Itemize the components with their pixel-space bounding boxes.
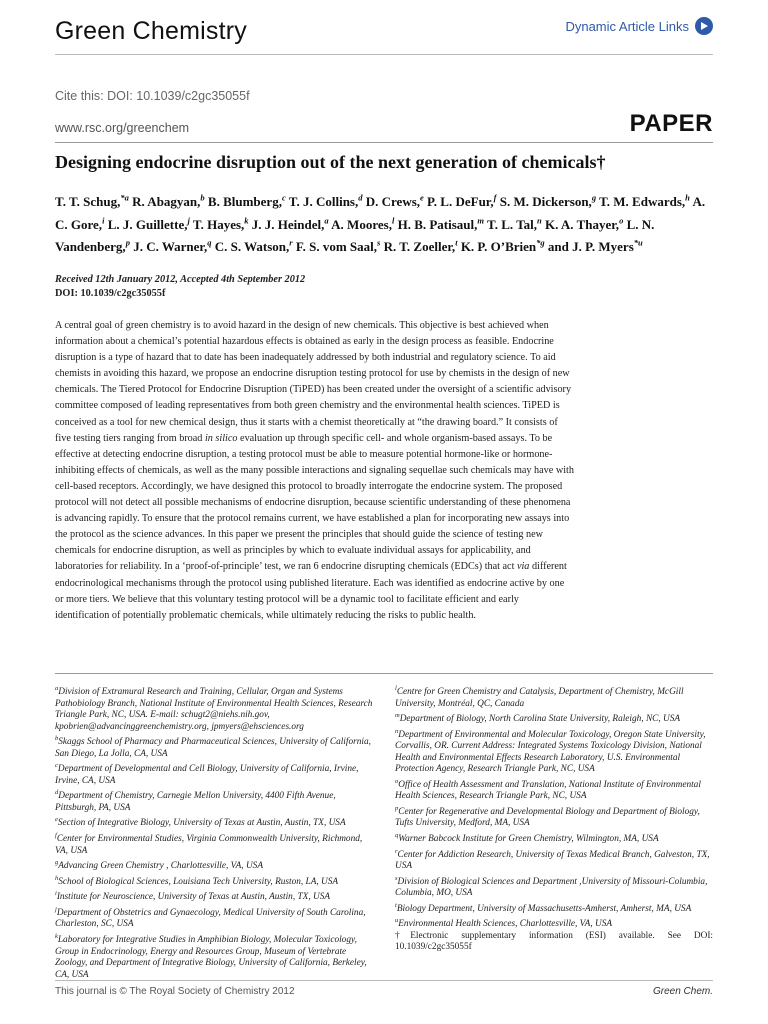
author-name: R. T. Zoeller,$^t$ [383, 237, 458, 254]
abstract [55, 318, 575, 624]
author-name: H. B. Patisaul,$^m$ [397, 215, 485, 232]
affiliation-item: $^t$Biology Department, University of Massachusetts-Amherst, Amherst, MA, USA [395, 901, 692, 914]
esi-note: †Electronic supplementary information (ESI) available. See DOI: 10.1039/c2gc35055f [395, 930, 713, 953]
author-affiliation-mark: m [477, 215, 485, 226]
affiliations-left [55, 683, 373, 981]
abstract-text: A central goal of green chemistry is to avoid hazard in the design of new chemicals. This objective is best achieved when information about a chemical’s potential hazardous effects is obtained as early in the design process as feasible. Endocrine disruption is a type of hazard that to date has been inadequately addressed by both industrial and regulatory science. To aid chemists in avoiding this hazard, we propose an endocrine disruption testing protocol for use by chemists in the design of new chemicals. The Tiered Protocol for Endocrine Disruption (TiPED) has been created under the oversight of a scientific advisory committee composed of leading representatives from both green chemistry and the environmental health sciences. TiPED is conceived as a tool for new chemical design, thus it starts with a chemist theoretically at “the drawing board.” It consists of five testing tiers ranging from broad in silico evaluation up through specific cell- and whole organism-based assays. To be effective at detecting endocrine disruption, a testing protocol must be able to measure potential hormone-like or hormone-inhibiting effects of chemicals, as well as the many possible interactions and signaling sequellae such chemicals may have with cell-based receptors. Accordingly, we have designed this protocol to broadly interrogate the endocrine system. The proposed protocol will not detect all possible mechanisms of endocrine disruption, because scientific understanding of these phenomena is advancing rapidly. To ensure that the protocol remains current, we have established a plan for incorporating new assays into the protocol as the science advances. In this paper we present the principles that should guide the science of testing new chemicals for endocrine disruption, as well as principles by which to evaluate individual assays for applicability, and laboratories for reliability. In a ‘proof-of-principle’ test, we ran 6 endocrine disrupting chemicals (EDCs) that act via different endocrinological mechanisms through the protocol using published literature. Each was identified as endocrine active by one or more tiers. We believe that this voluntary testing protocol will be a dynamic tool to facilitate efficient and early identification of potentially problematic chemicals, while ultimately reducing the risks to public health. [55, 320, 574, 621]
affiliation-item: $^i$Institute for Neuroscience, University of Texas at Austin, Austin, TX, USA [55, 890, 331, 903]
author-name: A. C. Gore,$^i$ [55, 194, 706, 232]
author-list [55, 189, 715, 256]
author-affiliation-mark: r [289, 237, 293, 248]
affiliation-item: $^d$Department of Chemistry, Carnegie Mellon University, 4400 Fifth Avenue, Pittsburgh, PA, USA [55, 789, 336, 813]
author-affiliation-mark: *u [633, 237, 643, 248]
author-affiliation-mark: s [377, 237, 381, 248]
author-affiliation-mark: c [281, 193, 286, 203]
affiliation-item: $^a$Division of Extramural Research and Training, Cellular, Organ and Systems Pathobiology Branch, National Institute of Environmental Health Sciences, Research Triangle Park, NC, USA. E-mail: schugt2@niehs.nih.gov, kpobrien@advancinggreenchemistry.org, jpmyers@ehsciences.org [55, 685, 373, 732]
author-name: and J. P. Myers$^{*u}$ [547, 237, 643, 254]
play-arrow-icon[interactable] [695, 17, 713, 35]
author-name: J. C. Warner,$^q$ [133, 237, 212, 254]
dynamic-article-links[interactable] [565, 17, 713, 35]
affiliation-item: $^l$Centre for Green Chemistry and Catalysis, Department of Chemistry, McGill University, Montréal, QC, Canada [395, 685, 684, 709]
affiliation-item: $^f$Center for Environmental Studies, Virginia Commonwealth University, Richmond, VA, USA [55, 831, 363, 856]
affiliation-item: $^u$Environmental Health Sciences, Charlottesville, VA, USA [395, 917, 613, 930]
affiliation-item: $^k$Laboratory for Integrative Studies in Amphibian Biology, Molecular Toxicology, Group in Endocrinology, Energy and Resources Group, Museum of Vertebrate Zoology, and Department of Integrative Biology, University of California, Berkeley, CA, USA [55, 932, 367, 980]
author-name: K. P. O’Brien$^{*g}$ [460, 237, 545, 254]
author-name: L. N. Vandenberg,$^p$ [55, 216, 655, 254]
author-name: D. Crews,$^e$ [365, 193, 424, 210]
author-affiliation-mark: e [420, 193, 424, 203]
journal-title: Green Chemistry [55, 17, 247, 45]
author-affiliation-mark: a [324, 215, 329, 226]
footer-journal: Green Chem. [652, 986, 713, 997]
author-affiliation-mark: q [207, 237, 212, 248]
dynamic-article-links-label[interactable]: Dynamic Article Links [565, 18, 689, 34]
author-affiliation-mark: d [358, 193, 363, 203]
author-affiliation-mark: p [125, 237, 130, 248]
author-name: S. M. Dickerson,$^g$ [499, 193, 597, 210]
affiliation-item: $^m$Department of Biology, North Carolina State University, Raleigh, NC, USA [395, 712, 681, 725]
affiliation-item: $^p$Center for Regenerative and Developmental Biology and Department of Biology, Tufts University, Medford, MA, USA [395, 804, 700, 829]
header-divider [55, 54, 713, 55]
affiliation-item: $^j$Department of Obstetrics and Gynaecology, Medical University of South Carolina, Charleston, SC, USA [55, 905, 366, 930]
journal-url[interactable]: www.rsc.org/greenchem [55, 121, 190, 135]
author-affiliation-mark: t [455, 237, 458, 248]
paper-label: PAPER [629, 110, 713, 137]
affiliation-item: $^e$Section of Integrative Biology, University of Texas at Austin, Austin, TX, USA [55, 816, 346, 829]
author-name: J. J. Heindel,$^a$ [251, 215, 329, 232]
affiliation-item: $^r$Center for Addiction Research, University of Texas Medical Branch, Galveston, TX, USA [395, 847, 710, 872]
footer-divider [55, 980, 713, 981]
author-affiliation-mark: k [244, 215, 249, 226]
author-affiliation-mark: g [591, 193, 597, 203]
author-affiliation-mark: *a [120, 193, 129, 203]
affiliations-divider [55, 673, 713, 674]
author-affiliation-mark: i [102, 215, 105, 226]
received-dates: Received 12th January 2012, Accepted 4th September 2012 [55, 274, 306, 285]
affiliation-item: $^g$Advancing Green Chemistry , Charlottesville, VA, USA [55, 859, 263, 872]
author-name: T. T. Schug,$^{*a}$ [55, 193, 129, 210]
cite-line: Cite this: DOI: 10.1039/c2gc35055f [55, 89, 250, 103]
author-affiliation-mark: h [685, 193, 690, 203]
author-name: T. L. Tal,$^n$ [487, 215, 542, 232]
author-name: K. A. Thayer,$^o$ [545, 215, 624, 232]
author-affiliation-mark: f [493, 193, 497, 203]
author-affiliation-mark: o [619, 215, 624, 226]
author-name: F. S. vom Saal,$^s$ [295, 237, 381, 254]
author-name: B. Blumberg,$^c$ [207, 193, 286, 210]
author-name: T. J. Collins,$^d$ [288, 193, 363, 210]
affiliation-item: $^h$School of Biological Sciences, Louisiana Tech University, Ruston, LA, USA [55, 874, 339, 887]
author-affiliation-mark: n [537, 215, 542, 226]
author-affiliation-mark: b [200, 193, 205, 203]
affiliation-item: $^c$Department of Developmental and Cell Biology, University of California, Irvine, Irvine, CA, USA [55, 762, 359, 786]
author-name: T. M. Edwards,$^h$ [599, 193, 690, 210]
affiliation-item: $^o$Office of Health Assessment and Translation, National Institute of Environmental Health Sciences, Research Triangle Park, NC, USA [395, 777, 701, 802]
author-affiliation-mark: *g [536, 237, 545, 248]
affiliation-item: $^q$Warner Babcock Institute for Green Chemistry, Wilmington, MA, USA [395, 831, 659, 845]
author-affiliation-mark: l [391, 215, 395, 226]
footer-copyright: This journal is © The Royal Society of Chemistry 2012 [55, 986, 295, 997]
article-title: Designing endocrine disruption out of the next generation of chemicals† [55, 152, 606, 172]
author-name: L. J. Guillette,$^j$ [107, 215, 190, 232]
author-name: T. Hayes,$^k$ [192, 215, 249, 232]
affiliation-item: $^b$Skaggs School of Pharmacy and Pharmaceutical Sciences, University of California, San Diego, La Jolla, CA, USA [55, 735, 371, 759]
title-divider [55, 142, 713, 143]
author-name: A. Moores,$^l$ [331, 215, 395, 232]
affiliations-right [395, 683, 713, 954]
author-name: R. Abagyan,$^b$ [132, 193, 205, 210]
article-doi: DOI: 10.1039/c2gc35055f [55, 288, 166, 299]
affiliation-item: $^n$Department of Environmental and Molecular Toxicology, Oregon State University, Corvallis, OR. Current Address: Integrated Systems Toxicology Division, National Health and Environmental Effects Research Laboratory, U.S. Environmental Protection Agency, Research Triangle Park, NC, USA [395, 727, 706, 775]
author-affiliation-mark: j [187, 215, 190, 226]
author-name: P. L. DeFur,$^f$ [427, 193, 497, 210]
author-name: C. S. Watson,$^r$ [214, 237, 293, 254]
affiliation-item: $^s$Division of Biological Sciences and Department ,University of Missouri-Columbia, Columbia, MO, USA [395, 874, 708, 899]
